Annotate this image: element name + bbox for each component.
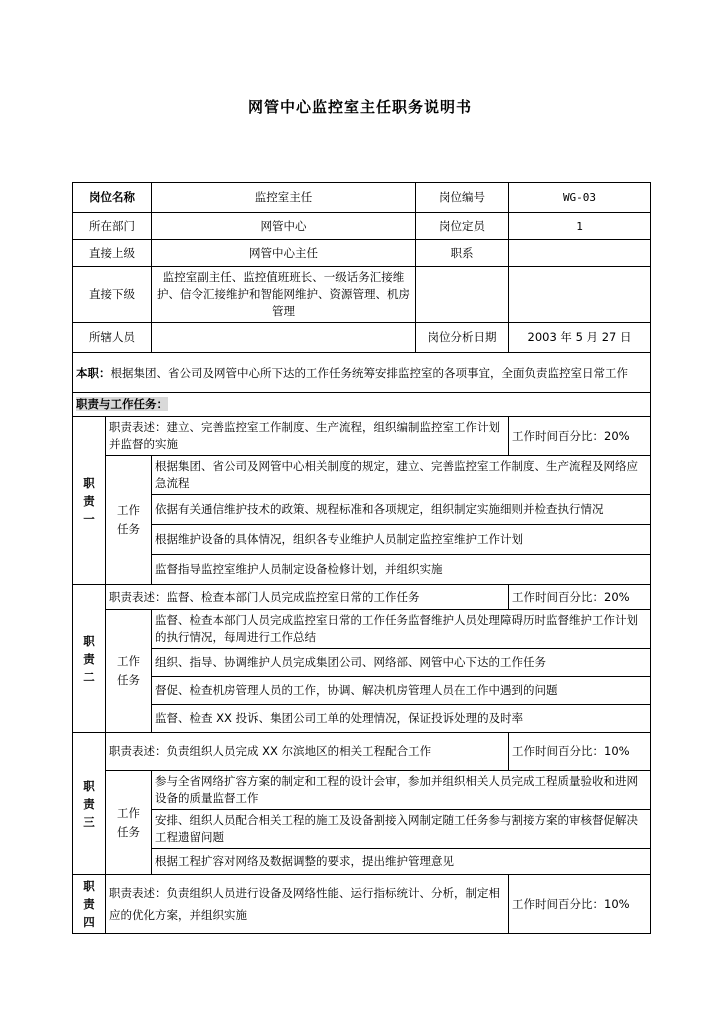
duty-label: 职 责 一: [73, 417, 106, 585]
task-row: [73, 810, 651, 849]
task-item: 安排、组织人员配合相关工程的施工及设备割接入网制定随工任务参与割接方案的审核督促解决工程遗留问题: [152, 810, 651, 849]
duty-percent: 工作时间百分比：10%: [509, 733, 651, 771]
task-item: 监督指导监控室维护人员制定设备检修计划，并组织实施: [152, 555, 651, 585]
task-row: [73, 495, 651, 525]
duty-statement-row: [73, 733, 651, 771]
analysis-date-value: 2003 年 5 月 27 日: [509, 323, 651, 353]
task-item: 根据集团、省公司及网管中心相关制度的规定，建立、完善监控室工作制度、生产流程及网络应急流程: [152, 456, 651, 495]
task-item: 依据有关通信维护技术的政策、规程标准和各项规定，组织制定实施细则并检查执行情况: [152, 495, 651, 525]
duty-summary-row: [73, 353, 651, 393]
page-title: 网管中心监控室主任职务说明书: [247, 98, 472, 116]
duty-percent: 工作时间百分比：10%: [509, 875, 651, 934]
quota-value: 1: [509, 213, 651, 240]
task-item: 督促、检查机房管理人员的工作，协调、解决机房管理人员在工作中遇到的问题: [152, 677, 651, 705]
job-description-table: [72, 182, 651, 934]
subordinate-label: 直接下级: [73, 267, 152, 323]
duty-statement: 职责表述：建立、完善监控室工作制度、生产流程，组织编制监控室工作计划并监督的实施: [106, 417, 509, 456]
duty-label: 职 责 四: [73, 875, 106, 934]
task-row: [73, 849, 651, 875]
duty-label: 职 责 二: [73, 585, 106, 733]
task-row: [73, 649, 651, 677]
info-row: [73, 240, 651, 267]
task-row: [73, 456, 651, 495]
task-label: 工作 任务: [106, 610, 152, 733]
info-row: [73, 323, 651, 353]
duty-statement: 职责表述：监督、检查本部门人员完成监控室日常的工作任务: [106, 585, 509, 610]
task-item: 根据维护设备的具体情况，组织各专业维护人员制定监控室维护工作计划: [152, 525, 651, 555]
position-code-label: 岗位编号: [416, 183, 509, 213]
task-row: [73, 555, 651, 585]
task-item: 组织、指导、协调维护人员完成集团公司、网络部、网管中心下达的工作任务: [152, 649, 651, 677]
duties-header-cell: [73, 393, 651, 417]
info-row: [73, 267, 651, 323]
position-name-label: 岗位名称: [73, 183, 152, 213]
superior-value: 网管中心主任: [152, 240, 416, 267]
series-value: [509, 240, 651, 267]
task-row: [73, 677, 651, 705]
task-row: [73, 610, 651, 649]
duty-statement-row: [73, 585, 651, 610]
task-row: [73, 771, 651, 810]
subordinate-value: 监控室副主任、监控值班班长、一级话务汇接维护、信令汇接维护和智能网维护、资源管理、机房管理: [152, 267, 416, 323]
duty-statement-row: [73, 875, 651, 934]
task-item: 根据工程扩容对网络及数据调整的要求，提出维护管理意见: [152, 849, 651, 875]
empty-cell: [509, 267, 651, 323]
duty-summary-label: 本职：: [76, 365, 111, 380]
duty-percent: 工作时间百分比：20%: [509, 417, 651, 456]
duty-label: 职 责 三: [73, 733, 106, 875]
empty-cell: [416, 267, 509, 323]
quota-label: 岗位定员: [416, 213, 509, 240]
task-row: [73, 525, 651, 555]
duties-header-row: [73, 393, 651, 417]
series-label: 职系: [416, 240, 509, 267]
task-item: 监督、检查本部门人员完成监控室日常的工作任务监督维护人员处理障碍历时监督维护工作计划的执行情况，每周进行工作总结: [152, 610, 651, 649]
superior-label: 直接上级: [73, 240, 152, 267]
duty-percent: 工作时间百分比：20%: [509, 585, 651, 610]
task-row: [73, 705, 651, 733]
staff-label: 所辖人员: [73, 323, 152, 353]
task-label: 工作 任务: [106, 771, 152, 875]
staff-value: [152, 323, 416, 353]
duty-statement: 职责表述：负责组织人员完成 XX 尔滨地区的相关工程配合工作: [106, 733, 509, 771]
info-row: [73, 213, 651, 240]
task-item: 监督、检查 XX 投诉、集团公司工单的处理情况，保证投诉处理的及时率: [152, 705, 651, 733]
position-name-value: 监控室主任: [152, 183, 416, 213]
duties-header: 职责与工作任务：: [76, 397, 168, 411]
duty-summary-text: 根据集团、省公司及网管中心所下达的工作任务统筹安排监控室的各项事宜，全面负责监控室日常工作: [110, 365, 628, 380]
task-item: 参与全省网络扩容方案的制定和工程的设计会审，参加并组织相关人员完成工程质量验收和进网设备的质量监督工作: [152, 771, 651, 810]
duty-statement-row: [73, 417, 651, 456]
task-label: 工作 任务: [106, 456, 152, 585]
duty-summary: [73, 353, 651, 393]
info-row: [73, 183, 651, 213]
duty-statement: 职责表述：负责组织人员进行设备及网络性能、运行指标统计、分析，制定相应的优化方案，并组织实施: [106, 875, 509, 934]
position-code-value: WG-03: [509, 183, 651, 213]
dept-label: 所在部门: [73, 213, 152, 240]
analysis-date-label: 岗位分析日期: [416, 323, 509, 353]
dept-value: 网管中心: [152, 213, 416, 240]
